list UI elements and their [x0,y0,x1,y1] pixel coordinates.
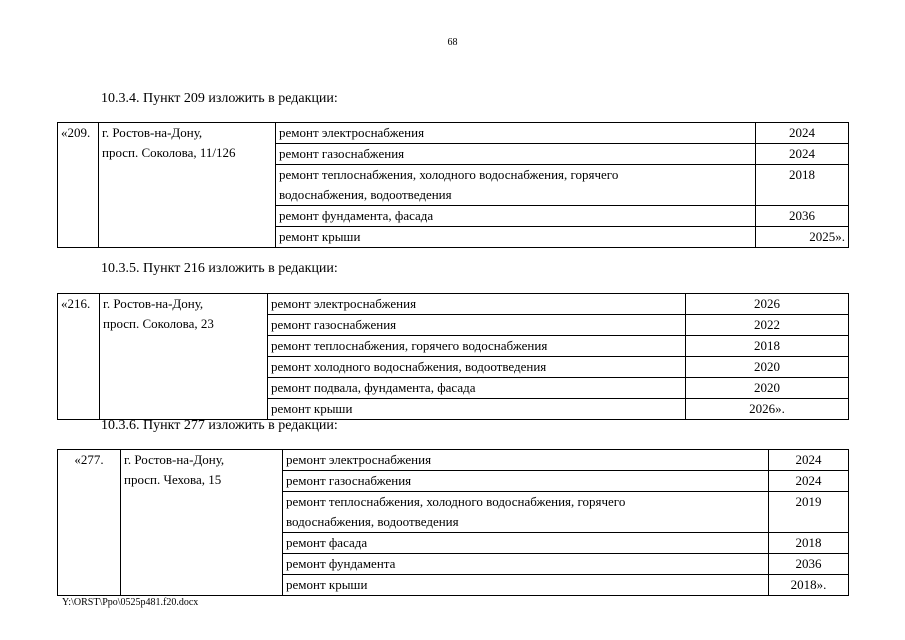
year-cell: 2018». [769,575,849,596]
work-cell: ремонт фасада [283,533,769,554]
instruction-277: 10.3.6. Пункт 277 изложить в редакции: [101,418,338,433]
work-cell: ремонт крыши [276,227,756,248]
work-cell: ремонт подвала, фундамента, фасада [268,378,686,399]
table-row [58,450,849,471]
table-item-277 [57,449,849,596]
item-number: «216. [58,294,100,420]
year-cell: 2022 [686,315,849,336]
work-cell: ремонт электроснабжения [268,294,686,315]
table-item-209 [57,122,849,248]
work-cell: ремонт электроснабжения [276,123,756,144]
year-cell: 2018 [756,165,849,206]
work-cell: ремонт крыши [283,575,769,596]
table-row [58,294,849,315]
table-row [58,123,849,144]
file-path-footer: Y:\ORST\Ppo\0525p481.f20.docx [62,597,199,608]
year-cell: 2024 [756,144,849,165]
year-cell: 2024 [769,450,849,471]
year-cell: 2024 [769,471,849,492]
work-cell: ремонт электроснабжения [283,450,769,471]
address: г. Ростов-на-Дону, просп. Чехова, 15 [121,450,283,596]
year-cell: 2018 [769,533,849,554]
work-cell: ремонт газоснабжения [268,315,686,336]
work-cell: ремонт газоснабжения [276,144,756,165]
year-cell: 2026». [686,399,849,420]
table-item-216 [57,293,849,420]
work-cell: ремонт холодного водоснабжения, водоотведения [268,357,686,378]
year-cell: 2024 [756,123,849,144]
year-cell: 2026 [686,294,849,315]
year-cell: 2020 [686,357,849,378]
item-number: «209. [58,123,99,248]
work-cell: ремонт фундамента [283,554,769,575]
work-cell: ремонт газоснабжения [283,471,769,492]
work-cell: ремонт теплоснабжения, горячего водоснабжения [268,336,686,357]
instruction-216: 10.3.5. Пункт 216 изложить в редакции: [101,261,338,276]
work-cell: ремонт фундамента, фасада [276,206,756,227]
year-cell: 2036 [756,206,849,227]
year-cell: 2019 [769,492,849,533]
instruction-209: 10.3.4. Пункт 209 изложить в редакции: [101,91,338,106]
item-number: «277. [58,450,121,596]
work-cell: ремонт теплоснабжения, холодного водоснабжения, горячего водоснабжения, водоотведения [283,492,769,533]
address: г. Ростов-на-Дону, просп. Соколова, 11/126 [99,123,276,248]
page-number: 68 [447,37,458,48]
year-cell: 2036 [769,554,849,575]
address: г. Ростов-на-Дону, просп. Соколова, 23 [100,294,268,420]
year-cell: 2018 [686,336,849,357]
year-cell: 2025». [756,227,849,248]
work-cell: ремонт крыши [268,399,686,420]
work-cell: ремонт теплоснабжения, холодного водоснабжения, горячего водоснабжения, водоотведения [276,165,756,206]
year-cell: 2020 [686,378,849,399]
